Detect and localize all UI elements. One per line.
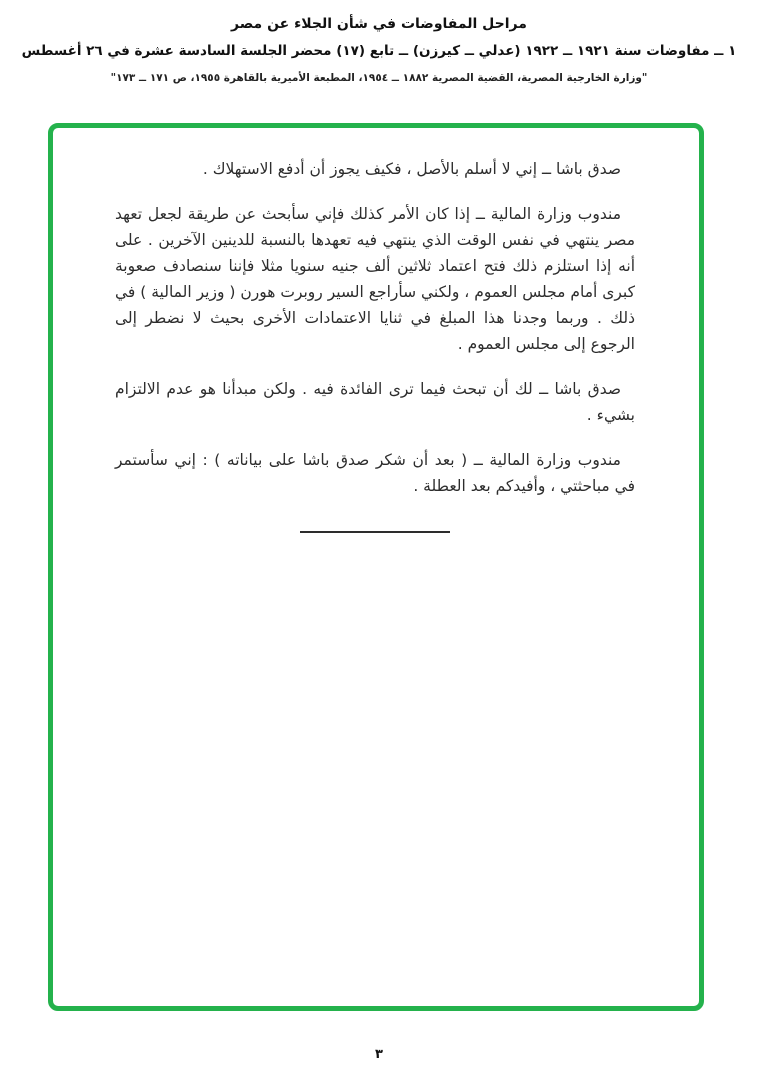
paragraph-sidqi-pasha-2: صدق باشا ــ لك أن تبحث فيما ترى الفائدة فيه . ولكن مبدأنا هو عدم الالتزام بشيء . [115,380,635,424]
scanned-document-frame [48,123,704,1011]
document-subtitle: ١ ــ مفاوضات سنة ١٩٢١ ــ ١٩٢٢ (عدلي ــ كيرزن) ــ تابع (١٧) محضر الجلسة السادسة عشرة في ٢٦ أغسطس [21,43,737,59]
page-number: ٣ [375,1047,383,1062]
page-footer [0,1047,758,1062]
document-body [53,128,699,533]
page-header [0,0,758,84]
paragraph-sidqi-pasha-1: صدق باشا ــ إني لا أسلم بالأصل ، فكيف يجوز أن أدفع الاستهلاك . [202,160,621,178]
document-title: مراحل المفاوضات في شأن الجلاء عن مصر [231,16,527,32]
document-source-citation: "وزارة الخارجية المصرية، القضية المصرية ١٨٨٢ ــ ١٩٥٤، المطبعة الأميرية بالقاهرة ١٩٥٥، ص ١٧١ ــ ١٧٣" [110,72,648,84]
paragraph-finance-delegate-2: مندوب وزارة المالية ــ ( بعد أن شكر صدق باشا على بياناته ) : إني سأستمر في مباحثتي ، وأفيدكم بعد العطلة . [115,451,635,495]
paragraph-finance-delegate-1: مندوب وزارة المالية ــ إذا كان الأمر كذلك فإني سأبحث عن طريقة لجعل تعهد مصر ينتهي في نفس الوقت الذي ينتهي فيه تعهدها بالنسبة للدينين الآخرين . على أنه إذا استلزم ذلك فتح اعتماد ثلاثين ألف جنيه سنويا مثلا فإننا سنصادف صعوبة كبرى أمام مجلس العموم ، ولكني سأراجع السير روبرت هورن ( وزير المالية ) في ذلك . وربما وجدنا هذا المبلغ في ثنايا الاعتمادات الأخرى بحيث لا نضطر إلى الرجوع إلى مجلس العموم . [115,205,635,353]
section-divider [300,531,450,533]
